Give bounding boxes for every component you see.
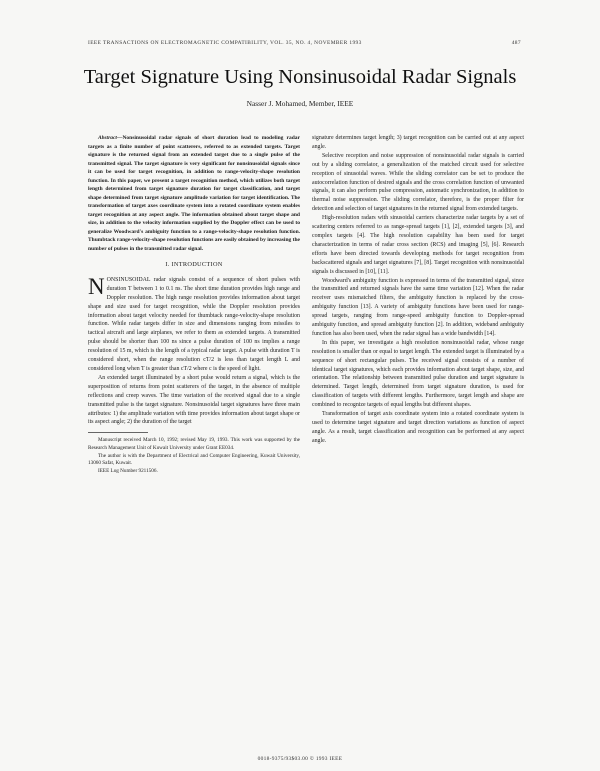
paper-title: Target Signature Using Nonsinusoidal Radar Signals xyxy=(83,66,517,88)
abstract-text: Nonsinusoidal radar signals of short duration lead to modeling radar targets as a finite number of point scatterers, referred to as extended targets. Target signature is the returned signal from an extended target due to a single pulse of the transmitted signal. The target signature is very significant for nonsinusoidal signals since it can be used for target recognition, in addition to range-velocity-shape resolution function. In this paper, we present a target recognition method, which utilizes both target length determined from target signature duration for target classification, and target shape determined from target signature amplitude variation for target identification. The transformation of target axes coordinate system into a rotated coordinate system enables target recognition at any aspect angle. The information obtained about target shape and size, in addition to the velocity information supplied by the Doppler effect can be used to generalize Woodward's ambiguity function to a range-velocity-shape resolution function. Thumbtack range-velocity-shape resolution functions are easily obtained by increasing the number of pulses in the transmitted radar signal. xyxy=(88,135,300,252)
left-column xyxy=(88,134,300,475)
right-paragraph-1: signature determines target length; 3) target recognition can be carried out at any aspect angle. xyxy=(312,135,524,150)
right-column xyxy=(312,134,524,446)
abstract xyxy=(88,134,300,253)
intro-paragraph-1 xyxy=(88,273,300,374)
page-number: 487 xyxy=(511,40,521,46)
right-paragraph-2: Selective reception and noise suppression of nonsinusoidal radar signals is carried out by a sliding correlator, a generalization of the matched circuit used for selective reception of sinusoidal waves. While the sliding correlator can be set to produce the autocorrelation function of desired signals and the cross correlation function of unwanted signals, it can also perform pulse compression, automatic synchronization, in addition to thermal noise suppression. The sliding correlator, therefore, is the proper filter for detection and selection of target signatures in the returned signal from extended targets. xyxy=(312,152,524,213)
journal-header: IEEE TRANSACTIONS ON ELECTROMAGNETIC COMPATIBILITY, VOL. 35, NO. 4, NOVEMBER 1993 xyxy=(88,40,362,46)
right-paragraph-3: High-resolution radars with sinusoidal carriers characterize radar targets by a set of scattering centers referred to as range-spread targets [1], [2], extended targets [3], and complex targets [4]. The high resolution capability has been used for target characterization in terms of radar cross section (RCS) and imaging [5], [6]. Research efforts have been directed towards developing methods for target recognition from backscattered signals and target signatures [7], [8]. Target recognition with nonsinusoidal signals is discussed in [10], [11]. xyxy=(312,215,524,275)
author-line: Nasser J. Mohamed, Member, IEEE xyxy=(246,99,354,108)
drop-cap: N xyxy=(88,273,105,299)
copyright-footer: 0018-9375/93$03.00 © 1993 IEEE xyxy=(257,756,343,762)
footnote-affiliation: The author is with the Department of Electrical and Computer Engineering, Kuwait University, 13060 Safat, Kuwait. xyxy=(88,452,300,467)
right-paragraph-4: Woodward's ambiguity function is expressed in terms of the transmitted signal, since the transmitted and returned signals have the same time variation [12]. When the radar receiver uses mismatched filters, the ambiguity function is replaced by the cross-ambiguity function [13]. A variety of ambiguity functions have been used for range-spread targets, ranging from range-speed ambiguity function to Doppler-spread ambiguity function, and spread ambiguity function [2]. In addition, wideband ambiguity function has also been used, when the radar signal has a wide bandwidth [14]. xyxy=(312,277,524,337)
intro-paragraph-2: An extended target illuminated by a short pulse would return a signal, which is the superposition of returns from point scatterers of the target, in the absence of multiple reflections and creep waves. The time variation of the received signal due to a single transmitted pulse is the target signature. Nonsinusoidal target signatures have three main attributes: 1) the amplitude variation with time provides information about target shape or its aspect angle; 2) the duration of the target xyxy=(88,374,300,426)
footnote-rule xyxy=(88,432,148,433)
right-paragraph-5: In this paper, we investigate a high resolution nonsinusoidal radar, whose range resolution is smaller than or equal to target length. The extended target is illuminated by a sequence of short rectangular pulses. The received signal consists of a number of identical target signatures, which each provides information about target shape, size, and orientation. The relationship between transmitted pulse duration and target signature is determined. Target length, determined from target signature duration, is used for classification of targets with different lengths. Furthermore, target length and shape are combined to recognize targets of equal lengths but different shapes. xyxy=(312,339,524,409)
intro-paragraph-1-text: ONSINUSOIDAL radar signals consist of a sequence of short pulses with duration T between 1 to 0.1 ns. The short time duration provides high range and Doppler resolution. The high range resolution provides information about target shape and size used for target recognition, while the Doppler resolution provides information about target velocity needed for thumbtack range-velocity-shape resolution function. While radar targets differ in size and dimensions ranging from missiles to tactical aircraft and large airplanes, we refer to them as extended targets. A transmitted pulse should be shorter than 100 ns since a pulse duration of 100 ns implies a range resolution of 15 m, which is the length of a typical radar target. A pulse with duration T is considered short, when the range resolution cT/2 is less than target length L and considered long when T is greater than cT/2 where c is the speed of light. xyxy=(88,276,300,372)
running-header xyxy=(88,40,521,46)
footnote-log-number: IEEE Log Number 9211506. xyxy=(98,467,158,474)
section-heading: I. INTRODUCTION xyxy=(165,261,223,268)
abstract-label: Abstract— xyxy=(98,135,123,141)
footnote-manuscript: Manuscript received March 10, 1992; revised May 19, 1993. This work was supported by the Research Management Unit of Kuwait University under Grant EE034. xyxy=(88,437,300,451)
right-paragraph-6: Transformation of target axis coordinate system into a rotated coordinate system is used to determine target signature and target direction variations as function of aspect angle. As a result, target classification and recognition can be performed at any aspect angle. xyxy=(312,411,524,444)
